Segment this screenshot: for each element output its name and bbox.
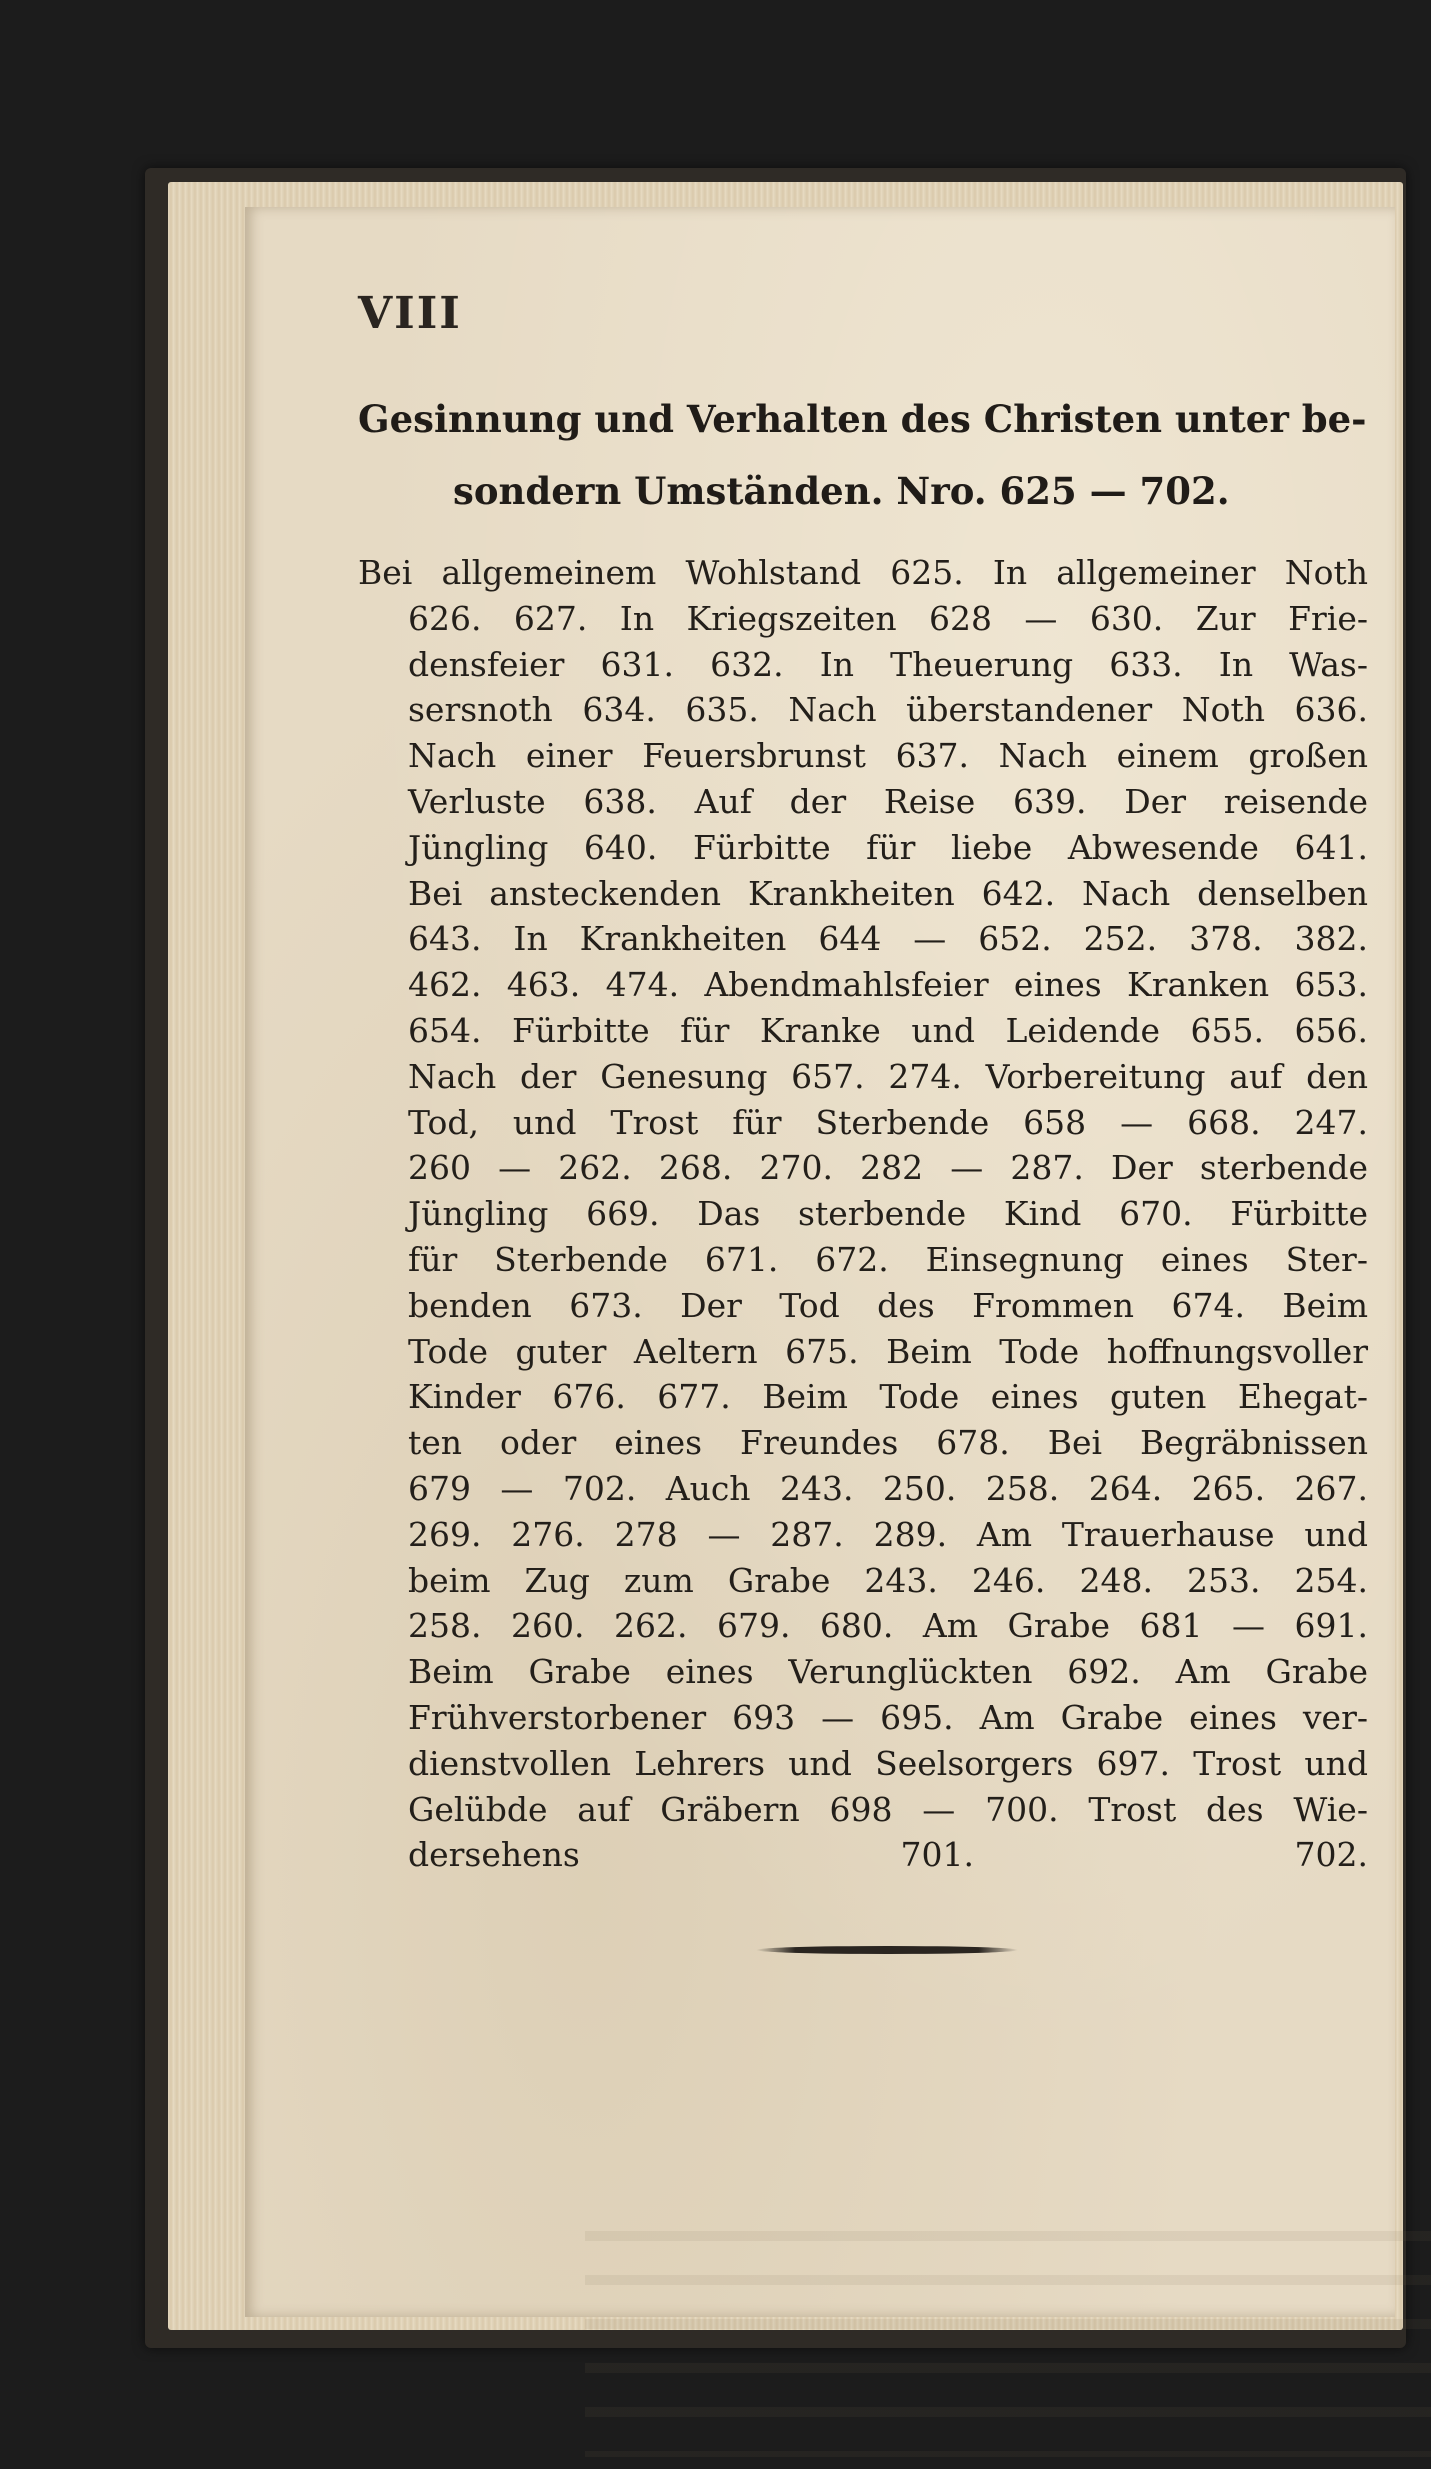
text-line: 462. 463. 474. Abendmahlsfeier eines Kranken 653. — [408, 965, 1368, 1005]
text-line: für Sterbende 671. 672. Einsegnung eines Ster- — [408, 1239, 1368, 1279]
text-line: Kinder 676. 677. Beim Tode eines guten Ehegat- — [408, 1377, 1368, 1417]
text-line: Beim Grabe eines Verunglückten 692. Am Grabe — [408, 1652, 1368, 1692]
text-line: Jüngling 640. Fürbitte für liebe Abwesende 641. — [408, 827, 1368, 867]
text-line: Bei ansteckenden Krankheiten 642. Nach denselben — [408, 873, 1368, 913]
text-line: Tode guter Aeltern 675. Beim Tode hoffnungsvoller — [408, 1331, 1368, 1371]
text-line-part: ten oder eines Freundes 678. Bei Begräbnissen — [408, 1423, 1368, 1463]
page-number: VIII — [358, 288, 462, 339]
text-line: Nach der Genesung 657. 274. Vorbereitung auf den — [408, 1056, 1368, 1096]
text-line: sersnoth 634. 635. Nach überstandener Noth 636. — [408, 690, 1368, 730]
section-title — [358, 383, 1367, 527]
text-line: Jüngling 669. Das sterbende Kind 670. Fürbitte — [408, 1194, 1368, 1234]
text-line — [358, 1420, 1368, 1466]
text-line: Bei allgemeinem Wohlstand 625. In allgemeiner Noth — [358, 553, 1368, 592]
text-line: 260 — 262. 268. 270. 282 — 287. Der sterbende — [408, 1148, 1368, 1188]
text-line: benden 673. Der Tod des Frommen 674. Beim — [408, 1285, 1368, 1325]
text-line: Frühverstorbener 693 — 695. Am Grabe eines ver- — [408, 1697, 1368, 1737]
text-line: beim Zug zum Grabe 243. 246. 248. 253. 254. — [408, 1560, 1368, 1600]
text-line: 269. 276. 278 — 287. 289. Am Trauerhause und — [408, 1514, 1368, 1554]
text-line: 654. Fürbitte für Kranke und Leidende 655. 656. — [408, 1010, 1368, 1050]
text-line: Nach einer Feuersbrunst 637. Nach einem großen — [408, 736, 1368, 776]
text-line: dersehens 701. 702. — [408, 1835, 1368, 1875]
section-title-line-1: Gesinnung und Verhalten des Christen unter be- — [358, 397, 1367, 441]
text-line: Tod, und Trost für Sterbende 658 — 668. 247. — [408, 1102, 1368, 1142]
text-line: Verluste 638. Auf der Reise 639. Der reisende — [408, 781, 1368, 821]
text-line: Gelübde auf Gräbern 698 — 700. Trost des Wie- — [408, 1789, 1368, 1829]
index-body-text — [358, 550, 1368, 1878]
text-line: 258. 260. 262. 679. 680. Am Grabe 681 — 691. — [408, 1606, 1368, 1646]
bleed-through-texture — [585, 2197, 1431, 2457]
text-line: densfeier 631. 632. In Theuerung 633. In Was- — [408, 644, 1368, 684]
text-line: dienstvollen Lehrers und Seelsorgers 697. Trost und — [408, 1743, 1368, 1783]
text-line: 626. 627. In Kriegszeiten 628 — 630. Zur Frie- — [408, 598, 1368, 638]
text-line: 643. In Krankheiten 644 — 652. 252. 378. 382. — [408, 919, 1368, 959]
decorative-rule — [756, 1946, 1018, 1954]
text-line: 679 — 702. Auch 243. 250. 258. 264. 265. 267. — [408, 1468, 1368, 1508]
section-title-line-2: sondern Umständen. Nro. 625 — 702. — [453, 469, 1230, 513]
